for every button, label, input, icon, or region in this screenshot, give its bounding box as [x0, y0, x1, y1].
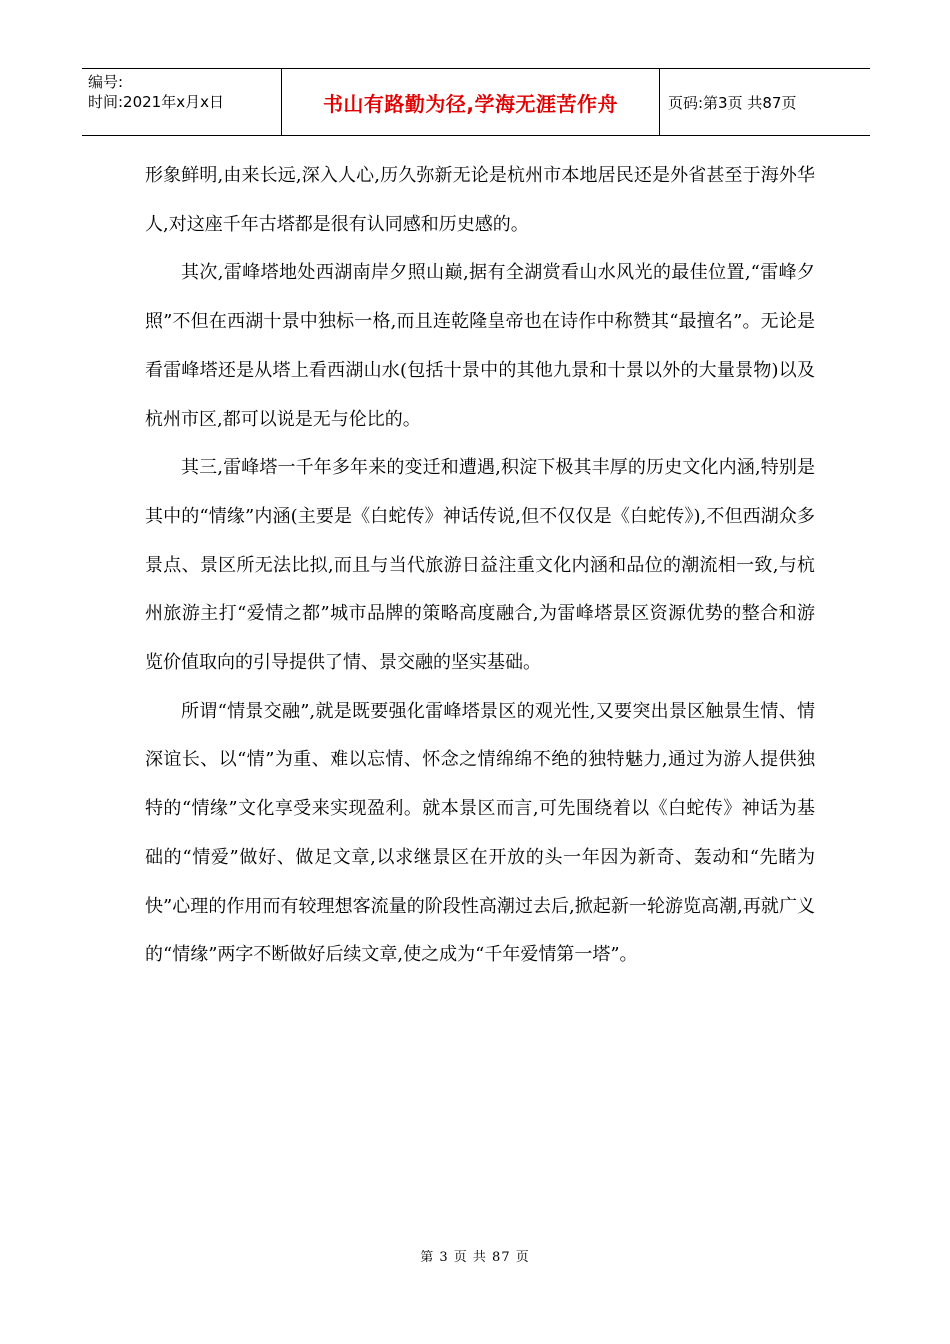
body-paragraph-4: 所谓“情景交融”,就是既要强化雷峰塔景区的观光性,又要突出景区触景生情、情深谊长、以“情”为重、难以忘情、怀念之情绵绵不绝的独特魅力,通过为游人提供独特的“情缘”文化享受来实现盈利。就本景区而言,可先围绕着以《白蛇传》神话为基础的“情爱”做好、做足文章,以求继景区在开放的头一年因为新奇、轰动和“先睹为快”心理的作用而有较理想客流量的阶段性高潮过去后,掀起新一轮游览高潮,再就广义的“情缘”两字不断做好后续文章,使之成为“千年爱情第一塔”。: [145, 700, 815, 966]
header-motto-cell: [282, 69, 660, 135]
document-date-label: 时间:2021年x月x日: [88, 93, 224, 111]
body-paragraph-1: 形象鲜明,由来长远,深入人心,历久弥新无论是杭州市本地居民还是外省甚至于海外华人,对这座千年古塔都是很有认同感和历史感的。: [145, 165, 815, 235]
header-meta-cell: [82, 69, 282, 135]
header-page-cell: [660, 69, 870, 135]
page-footer: [0, 1246, 950, 1265]
page-header: [82, 68, 870, 136]
body-paragraph-3: 其三,雷峰塔一千年多年来的变迁和遭遇,积淀下极其丰厚的历史文化内涵,特别是其中的“情缘”内涵(主要是《白蛇传》神话传说,但不仅仅是《白蛇传》),不但西湖众多景点、景区所无法比拟,而且与当代旅游日益注重文化内涵和品位的潮流相一致,与杭州旅游主打“爱情之都”城市品牌的策略高度融合,为雷峰塔景区资源优势的整合和游览价值取向的引导提供了情、景交融的坚实基础。: [145, 457, 815, 674]
document-number-label: 编号:: [88, 73, 124, 91]
body-paragraph-2: 其次,雷峰塔地处西湖南岸夕照山巅,据有全湖赏看山水风光的最佳位置,“雷峰夕照”不但在西湖十景中独标一格,而且连乾隆皇帝也在诗作中称赞其“最擅名”。无论是看雷峰塔还是从塔上看西湖山水(包括十景中的其他九景和十景以外的大量景物)以及杭州市区,都可以说是无与伦比的。: [145, 262, 815, 430]
header-page-info: 页码:第3页 共87页: [668, 93, 797, 112]
document-body: [145, 152, 815, 980]
header-motto: 书山有路勤为径,学海无涯苦作舟: [322, 91, 619, 116]
footer-page-number: 第 3 页 共 87 页: [420, 1250, 530, 1265]
